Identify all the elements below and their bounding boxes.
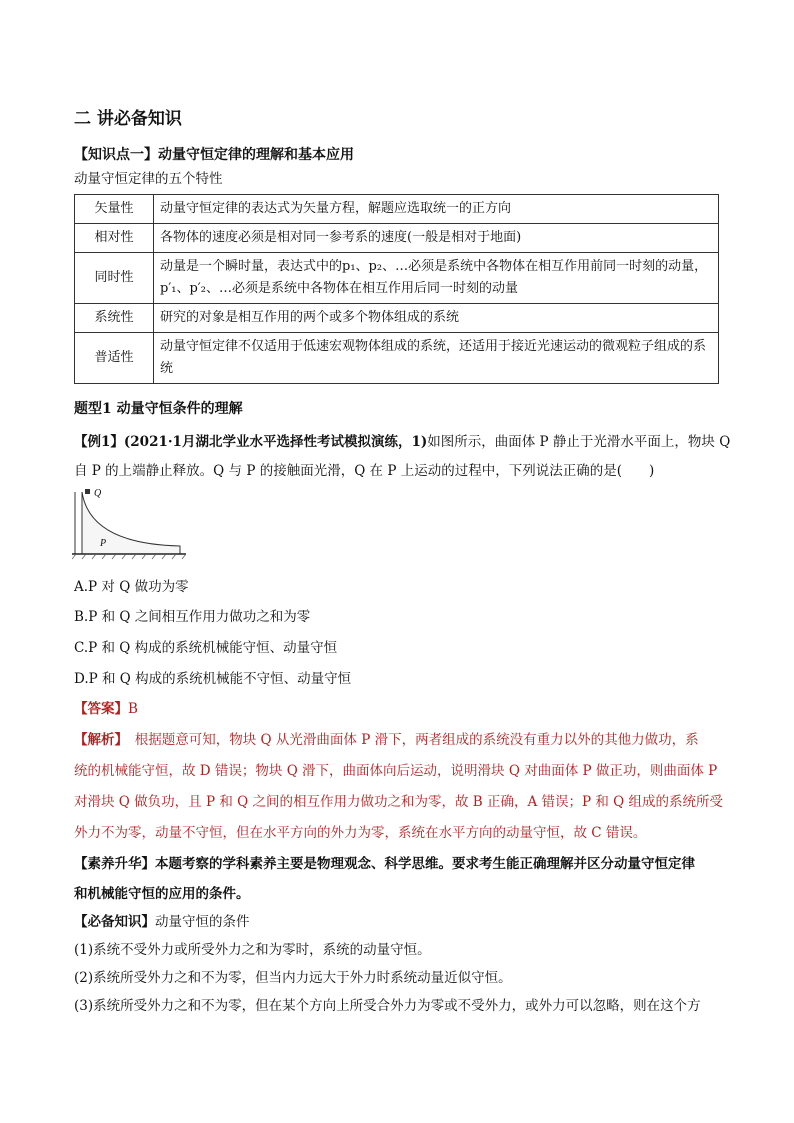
label-p: P: [100, 538, 107, 549]
example-line-1: [74, 430, 730, 450]
curved-body-p: [82, 492, 180, 554]
answer-value: B: [128, 701, 138, 717]
question-type-heading: 题型1 动量守恒条件的理解: [74, 401, 243, 417]
essential-item-3: (3)系统所受外力之和不为零，但在某个方向上所受合外力为零或不受外力，或外力可以忽略，则在这个方: [74, 998, 701, 1014]
label-q: Q: [94, 488, 102, 499]
literacy-line-2: 和机械能守恒的应用的条件。: [74, 886, 250, 902]
property-desc: 研究的对象是相互作用的两个或多个物体组成的系统: [154, 304, 719, 333]
essential-item-1: (1)系统不受外力或所受外力之和为零时，系统的动量守恒。: [74, 942, 431, 958]
example-source: 【例1】(2021·1月湖北学业水平选择性考试模拟演练，1): [74, 434, 428, 450]
block-q: [85, 489, 90, 494]
property-name: 普适性: [75, 333, 154, 384]
property-desc: 各物体的速度必须是相对同一参考系的速度(一般是相对于地面): [154, 224, 719, 253]
knowledge-point-heading: 【知识点一】动量守恒定律的理解和基本应用: [74, 147, 354, 163]
option-d: D.P 和 Q 构成的系统机械能不守恒、动量守恒: [74, 671, 352, 687]
answer-label: 【答案】: [74, 701, 128, 717]
curved-surface-figure: [72, 486, 186, 560]
option-c: C.P 和 Q 构成的系统机械能守恒、动量守恒: [74, 640, 338, 656]
analysis-line-4: 外力不为零，动量不守恒，但在水平方向的外力为零，系统在水平方向的动量守恒，故 C 错误。: [74, 825, 647, 841]
property-desc: 动量守恒定律的表达式为矢量方程，解题应选取统一的正方向: [154, 195, 719, 224]
property-name: 矢量性: [75, 195, 154, 224]
analysis-line-2: 统的机械能守恒，故 D 错误；物块 Q 滑下，曲面体向后运动，说明滑块 Q 对曲面体 P 做正功，则曲面体 P: [74, 763, 718, 779]
table-row: [75, 253, 719, 304]
property-desc: 动量是一个瞬时量，表达式中的p₁、p₂、…必须是系统中各物体在相互作用前同一时刻的动量，p′₁、p′₂、…必须是系统中各物体在相互作用后同一时刻的动量: [154, 253, 719, 304]
essential-title: 动量守恒的条件: [155, 914, 250, 930]
five-properties-title: 动量守恒定律的五个特性: [74, 171, 223, 187]
essential-heading: [74, 910, 250, 930]
table-row: [75, 224, 719, 253]
analysis-text-1: 根据题意可知，物块 Q 从光滑曲面体 P 滑下，两者组成的系统没有重力以外的其他力做功，系: [121, 732, 699, 748]
essential-item-2: (2)系统所受外力之和不为零，但当内力远大于外力时系统动量近似守恒。: [74, 970, 512, 986]
property-name: 系统性: [75, 304, 154, 333]
properties-table: [74, 194, 719, 384]
literacy-line-1: 【素养升华】本题考察的学科素养主要是物理观念、科学思维。要求考生能正确理解并区分动量守恒定律: [74, 856, 695, 872]
analysis-line-1: [74, 728, 699, 748]
analysis-line-3: 对滑块 Q 做负功，且 P 和 Q 之间的相互作用力做功之和为零，故 B 正确，A 错误；P 和 Q 组成的系统所受: [74, 794, 724, 810]
analysis-label: 【解析】: [74, 732, 122, 748]
section-title: 二 讲必备知识: [74, 109, 182, 129]
option-b: B.P 和 Q 之间相互作用力做功之和为零: [74, 609, 311, 625]
example-line-2: 自 P 的上端静止释放。Q 与 P 的接触面光滑，Q 在 P 上运动的过程中，下列说法正确的是( ): [74, 463, 655, 479]
property-desc: 动量守恒定律不仅适用于低速宏观物体组成的系统，还适用于接近光速运动的微观粒子组成的系统: [154, 333, 719, 384]
property-name: 相对性: [75, 224, 154, 253]
table-row: [75, 333, 719, 384]
essential-label: 【必备知识】: [74, 914, 155, 930]
property-name: 同时性: [75, 253, 154, 304]
table-row: [75, 195, 719, 224]
example-stem-start: 如图所示，曲面体 P 静止于光滑水平面上，物块 Q: [427, 434, 731, 450]
option-a: A.P 对 Q 做功为零: [74, 579, 189, 595]
table-row: [75, 304, 719, 333]
answer-line: [74, 697, 138, 717]
